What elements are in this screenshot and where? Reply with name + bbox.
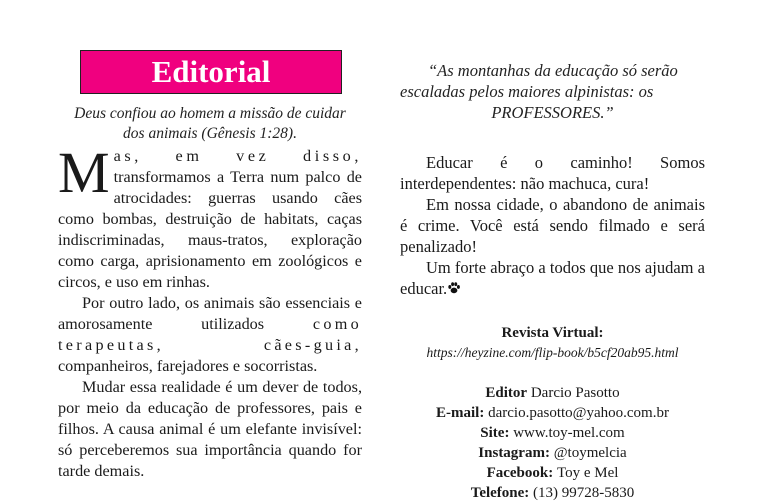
facebook-line: Facebook: Toy e Mel (486, 465, 619, 481)
revista-label: Revista Virtual: (501, 325, 604, 341)
right-paragraph-1: Educar é o caminho! Somos interdependentes: não machuca, cura! (400, 153, 705, 193)
telefone-line: Telefone: (13) 99728-5830 (470, 485, 635, 501)
instagram-link[interactable]: @toymelcia (553, 445, 627, 461)
telefone-value: (13) 99728-5830 (533, 485, 635, 501)
site-link[interactable]: www.toy-mel.com (513, 425, 625, 441)
editorial-paragraph-1: Mas, em vez disso, transformamos a Terra num palco de atrocidades: guerras usando cães como bombas, destruição de habitats, caças indiscriminadas, maus-tratos, exploração como carga, aprisionamento em zoológicos e circos, e uso em rinhas. (58, 140, 362, 291)
email-link[interactable]: darcio.pasotto@yahoo.com.br (488, 405, 669, 421)
right-column (400, 60, 705, 503)
facebook-link[interactable]: Toy e Mel (556, 465, 619, 481)
revista-url[interactable]: https://heyzine.com/flip-book/b5cf20ab95.html (426, 345, 679, 360)
site-line: Site: www.toy-mel.com (480, 425, 625, 441)
quote: “As montanhas da educação só serão escaladas pelos maiores alpinistas: os PROFESSORES.” (400, 61, 678, 122)
editorial-column (58, 50, 362, 482)
editorial-banner (80, 50, 342, 94)
editorial-subtitle: Deus confiou ao homem a missão de cuidar dos animais (Gênesis 1:28). (74, 105, 346, 142)
editor-line: Editor Darcio Pasotto (485, 385, 620, 401)
right-paragraph-3: Um forte abraço a todos que nos ajudam a educar. (400, 258, 705, 298)
email-line: E-mail: darcio.pasotto@yahoo.com.br (436, 405, 669, 421)
editorial-paragraph-3: Mudar essa realidade é um dever de todos, por meio da educação de professores, pais e filhos. A causa animal é um elefante invisível: só perceberemos sua importância quando for tarde demais. (58, 378, 362, 480)
revista-virtual (400, 323, 705, 363)
paw-icon (447, 281, 461, 295)
contacts (400, 383, 705, 503)
right-paragraph-2: Em nossa cidade, o abandono de animais é crime. Você está sendo filmado e será penalizado! (400, 195, 705, 256)
editorial-paragraph-2: Por outro lado, os animais são essenciais e amorosamente utilizados como terapeutas, cães-guia, companheiros, farejadores e socorristas. (58, 294, 362, 375)
drop-cap: M (58, 140, 110, 205)
editorial-title: Editorial (151, 54, 271, 89)
instagram-line: Instagram: @toymelcia (478, 445, 627, 461)
right-text (400, 152, 705, 299)
